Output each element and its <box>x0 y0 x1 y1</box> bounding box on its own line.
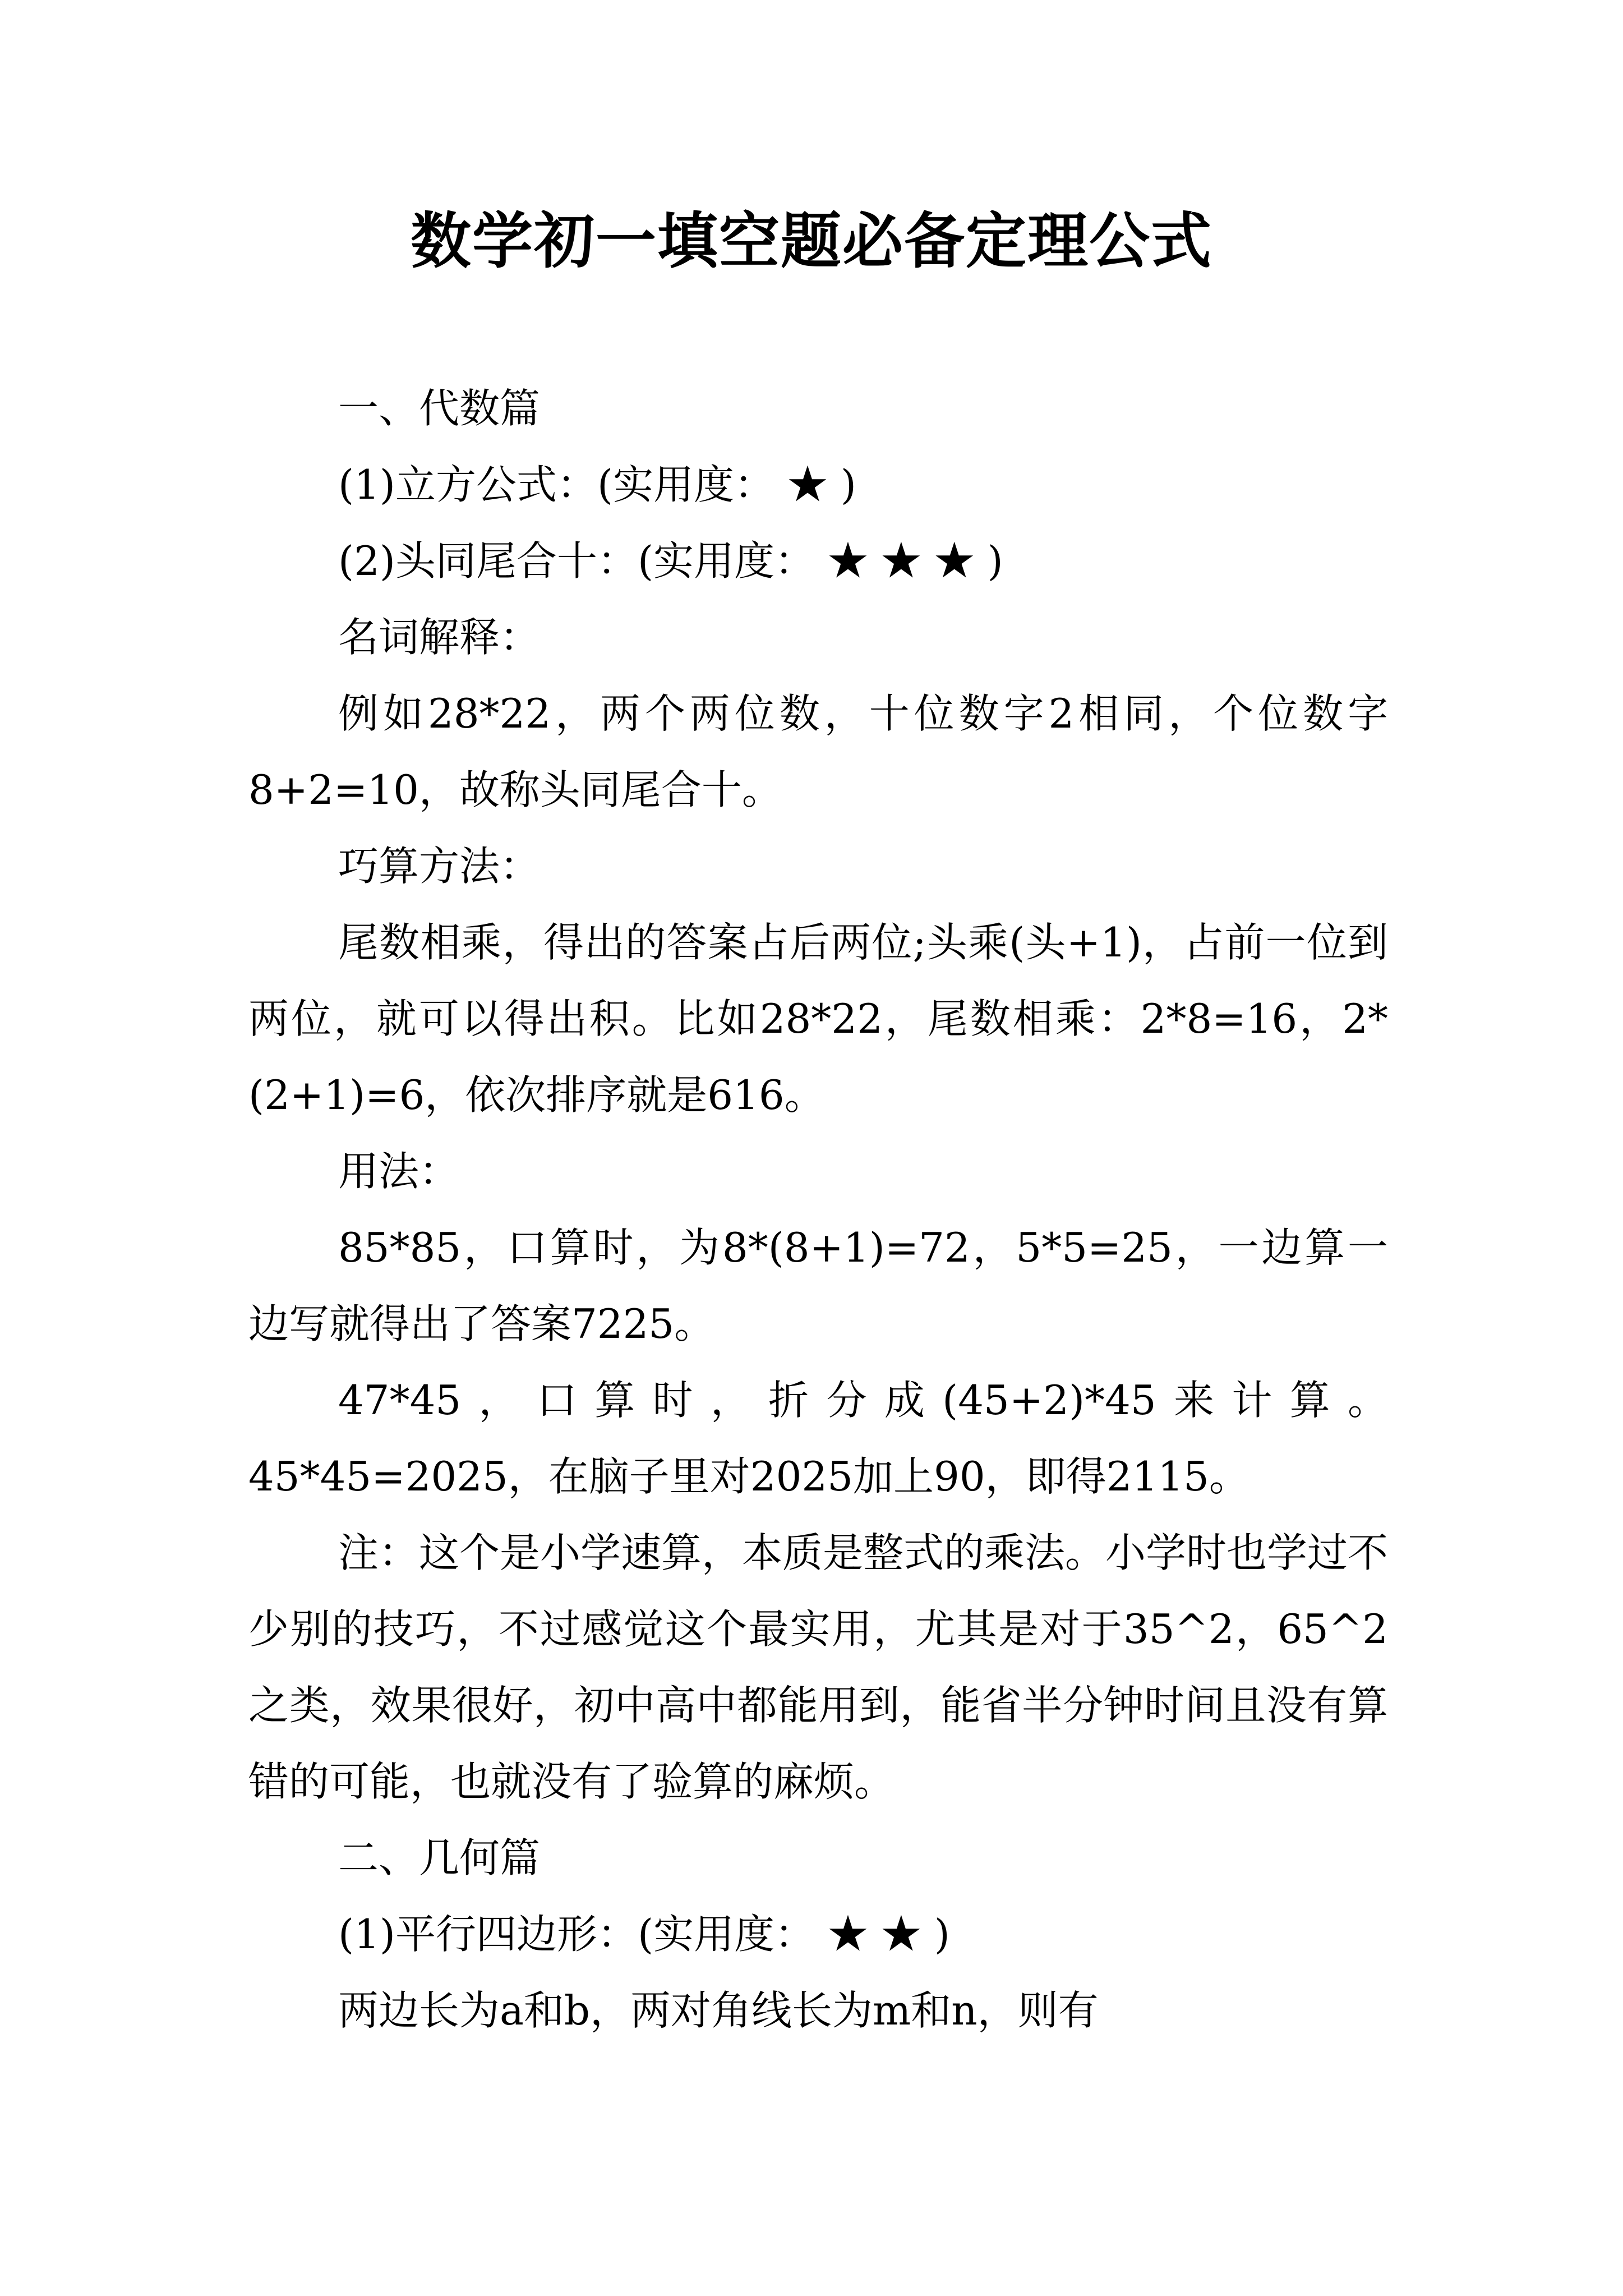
paragraph-usage-47: 47*45，口算时，折分成(45+2)*45来计算。45*45=2025，在脑子里对2025加上90，即得2115。 <box>248 1377 1388 1500</box>
document-title: 数学初一填空题必备定理公式 <box>410 206 1212 277</box>
label-usage: 用法： <box>338 1148 460 1195</box>
paragraph-note: 注：这个是小学速算，本质是整式的乘法。小学时也学过不少别的技巧，不过感觉这个最实用，尤其是对于35^2，65^2之类，效果很好，初中高中都能用到，能省半分钟时间且没有算错的可能，也就没有了验算的麻烦。 <box>248 1529 1389 1805</box>
section-heading-algebra: 一、代数篇 <box>338 385 541 432</box>
label-trick-method: 巧算方法： <box>338 843 541 890</box>
paragraph-method: 尾数相乘，得出的答案占后两位;头乘(头+1)，占前一位到两位，就可以得出积。比如28*22，尾数相乘：2*8=16，2*(2+1)=6，依次排序就是616。 <box>248 919 1388 1119</box>
item-head-same-tail-ten: (2)头同尾合十：(实用度： ★ ★ ★ ) <box>338 537 1003 585</box>
section-heading-geometry: 二、几何篇 <box>338 1834 541 1881</box>
paragraph-example: 例如28*22，两个两位数，十位数字2相同，个位数字8+2=10，故称头同尾合十。 <box>248 690 1388 813</box>
item-parallelogram: (1)平行四边形：(实用度： ★ ★ ) <box>338 1911 950 1958</box>
paragraph-parallelogram: 两边长为a和b，两对角线长为m和n，则有 <box>338 1987 1099 2034</box>
paragraph-usage-85: 85*85，口算时，为8*(8+1)=72，5*5=25，一边算一边写就得出了答案7225。 <box>248 1224 1388 1347</box>
label-term-explanation: 名词解释： <box>338 614 541 661</box>
item-cube-formula: (1)立方公式：(实用度： ★ ) <box>338 461 856 508</box>
document-body <box>248 370 1388 2049</box>
